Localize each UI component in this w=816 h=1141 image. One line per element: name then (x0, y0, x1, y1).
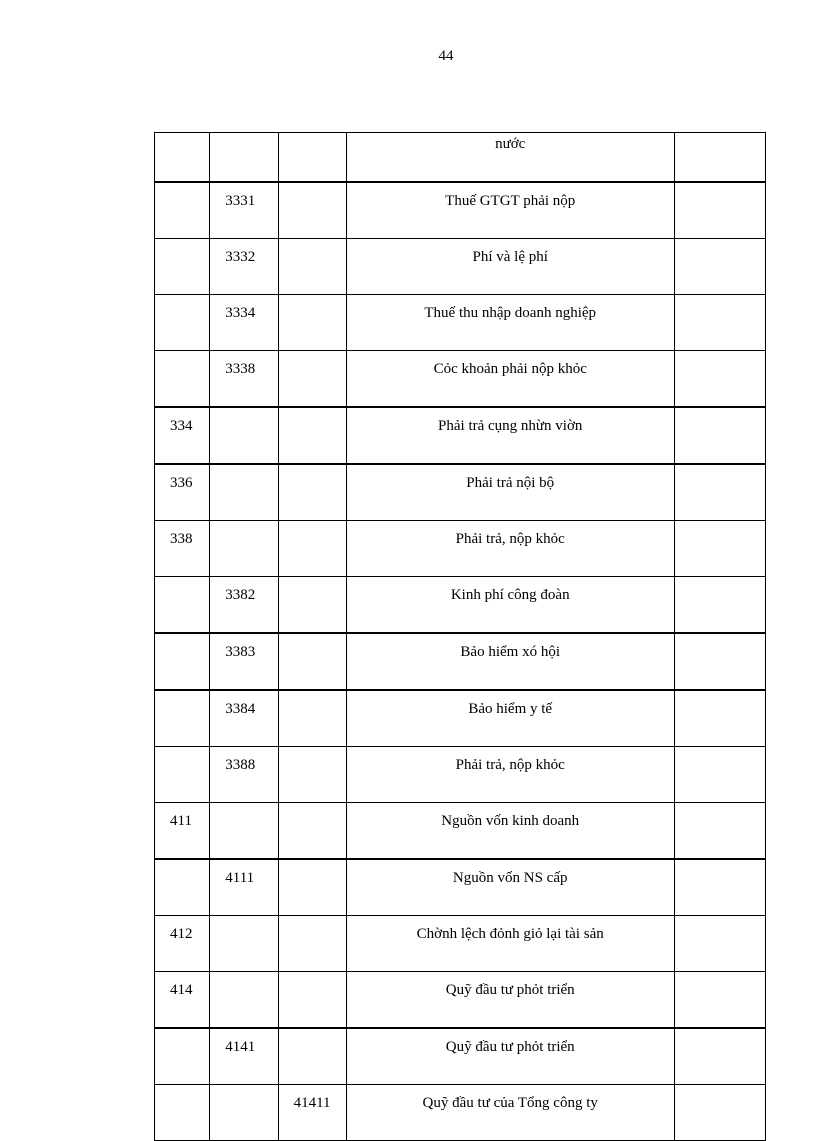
account-name-cell: Chờnh lệch đỏnh giỏ lại tài sản (346, 916, 674, 972)
note-cell (674, 1085, 765, 1141)
level1-code-cell (155, 859, 210, 916)
level2-code-cell (210, 464, 278, 521)
note-cell (674, 916, 765, 972)
page-number: 44 (438, 48, 454, 64)
level2-code-cell (210, 133, 278, 183)
level2-code-cell: 4111 (210, 859, 278, 916)
table-row (155, 633, 766, 690)
level1-code-cell (155, 239, 210, 295)
level3-code-cell (278, 972, 346, 1029)
level2-code-cell: 3338 (210, 351, 278, 408)
table-row (155, 747, 766, 803)
level1-code-cell (155, 747, 210, 803)
level3-code-cell (278, 690, 346, 747)
level1-code-cell: 411 (155, 803, 210, 860)
table-row (155, 407, 766, 464)
level3-code-cell (278, 747, 346, 803)
account-name-cell: Phải trả, nộp khỏc (346, 747, 674, 803)
table-row (155, 1028, 766, 1085)
table-row (155, 1085, 766, 1141)
level2-code-cell (210, 521, 278, 577)
account-name-cell: Phải trả, nộp khỏc (346, 521, 674, 577)
account-name-cell: Nguồn vốn kinh doanh (346, 803, 674, 860)
level1-code-cell (155, 633, 210, 690)
level2-code-cell: 3331 (210, 182, 278, 239)
level1-code-cell: 336 (155, 464, 210, 521)
level3-code-cell (278, 464, 346, 521)
level1-code-cell: 334 (155, 407, 210, 464)
table-row (155, 239, 766, 295)
level1-code-cell (155, 182, 210, 239)
account-name-cell: Bảo hiểm y tế (346, 690, 674, 747)
table-row (155, 577, 766, 634)
level3-code-cell: 41411 (278, 1085, 346, 1141)
level3-code-cell (278, 182, 346, 239)
level3-code-cell (278, 351, 346, 408)
level1-code-cell (155, 577, 210, 634)
note-cell (674, 690, 765, 747)
level2-code-cell: 4141 (210, 1028, 278, 1085)
level1-code-cell (155, 295, 210, 351)
level2-code-cell: 3383 (210, 633, 278, 690)
table-row (155, 916, 766, 972)
note-cell (674, 972, 765, 1029)
level1-code-cell: 412 (155, 916, 210, 972)
table-row (155, 182, 766, 239)
account-table (154, 132, 766, 1141)
account-name-cell: Bảo hiểm xó hội (346, 633, 674, 690)
level2-code-cell (210, 407, 278, 464)
account-name-cell: Phải trả cụng nhừn viờn (346, 407, 674, 464)
level3-code-cell (278, 1028, 346, 1085)
level3-code-cell (278, 803, 346, 860)
table-row (155, 295, 766, 351)
note-cell (674, 521, 765, 577)
note-cell (674, 577, 765, 634)
level2-code-cell: 3384 (210, 690, 278, 747)
level3-code-cell (278, 916, 346, 972)
account-name-cell: Kinh phí công đoàn (346, 577, 674, 634)
note-cell (674, 295, 765, 351)
account-name-cell: Quỹ đầu tư phỏt triển (346, 1028, 674, 1085)
level2-code-cell: 3334 (210, 295, 278, 351)
note-cell (674, 133, 765, 183)
table-row (155, 972, 766, 1029)
level3-code-cell (278, 859, 346, 916)
table-row (155, 133, 766, 183)
note-cell (674, 1028, 765, 1085)
table-row (155, 521, 766, 577)
level3-code-cell (278, 133, 346, 183)
note-cell (674, 464, 765, 521)
account-name-cell: Phí và lệ phí (346, 239, 674, 295)
note-cell (674, 747, 765, 803)
table-row (155, 859, 766, 916)
level1-code-cell (155, 1028, 210, 1085)
level3-code-cell (278, 521, 346, 577)
level3-code-cell (278, 295, 346, 351)
level1-code-cell (155, 1085, 210, 1141)
note-cell (674, 182, 765, 239)
level1-code-cell (155, 351, 210, 408)
level3-code-cell (278, 577, 346, 634)
note-cell (674, 803, 765, 860)
level2-code-cell: 3332 (210, 239, 278, 295)
level1-code-cell: 414 (155, 972, 210, 1029)
account-name-cell: Cỏc khoản phải nộp khỏc (346, 351, 674, 408)
note-cell (674, 351, 765, 408)
level2-code-cell (210, 916, 278, 972)
level3-code-cell (278, 239, 346, 295)
account-name-cell: Nguồn vốn NS cấp (346, 859, 674, 916)
level3-code-cell (278, 407, 346, 464)
level2-code-cell (210, 972, 278, 1029)
account-name-cell: Thuế thu nhập doanh nghiệp (346, 295, 674, 351)
account-name-cell: Thuế GTGT phải nộp (346, 182, 674, 239)
account-name-cell: Phải trả nội bộ (346, 464, 674, 521)
level1-code-cell: 338 (155, 521, 210, 577)
level1-code-cell (155, 133, 210, 183)
level1-code-cell (155, 690, 210, 747)
level2-code-cell: 3388 (210, 747, 278, 803)
account-name-cell: Quỹ đầu tư của Tổng công ty (346, 1085, 674, 1141)
note-cell (674, 633, 765, 690)
table-row (155, 464, 766, 521)
table-body (155, 133, 766, 1141)
note-cell (674, 239, 765, 295)
level2-code-cell (210, 803, 278, 860)
table-row (155, 351, 766, 408)
account-name-cell: Quỹ đầu tư phỏt triển (346, 972, 674, 1029)
note-cell (674, 407, 765, 464)
account-name-cell: nước (346, 133, 674, 183)
note-cell (674, 859, 765, 916)
table-row (155, 690, 766, 747)
level2-code-cell: 3382 (210, 577, 278, 634)
level2-code-cell (210, 1085, 278, 1141)
level3-code-cell (278, 633, 346, 690)
table-row (155, 803, 766, 860)
